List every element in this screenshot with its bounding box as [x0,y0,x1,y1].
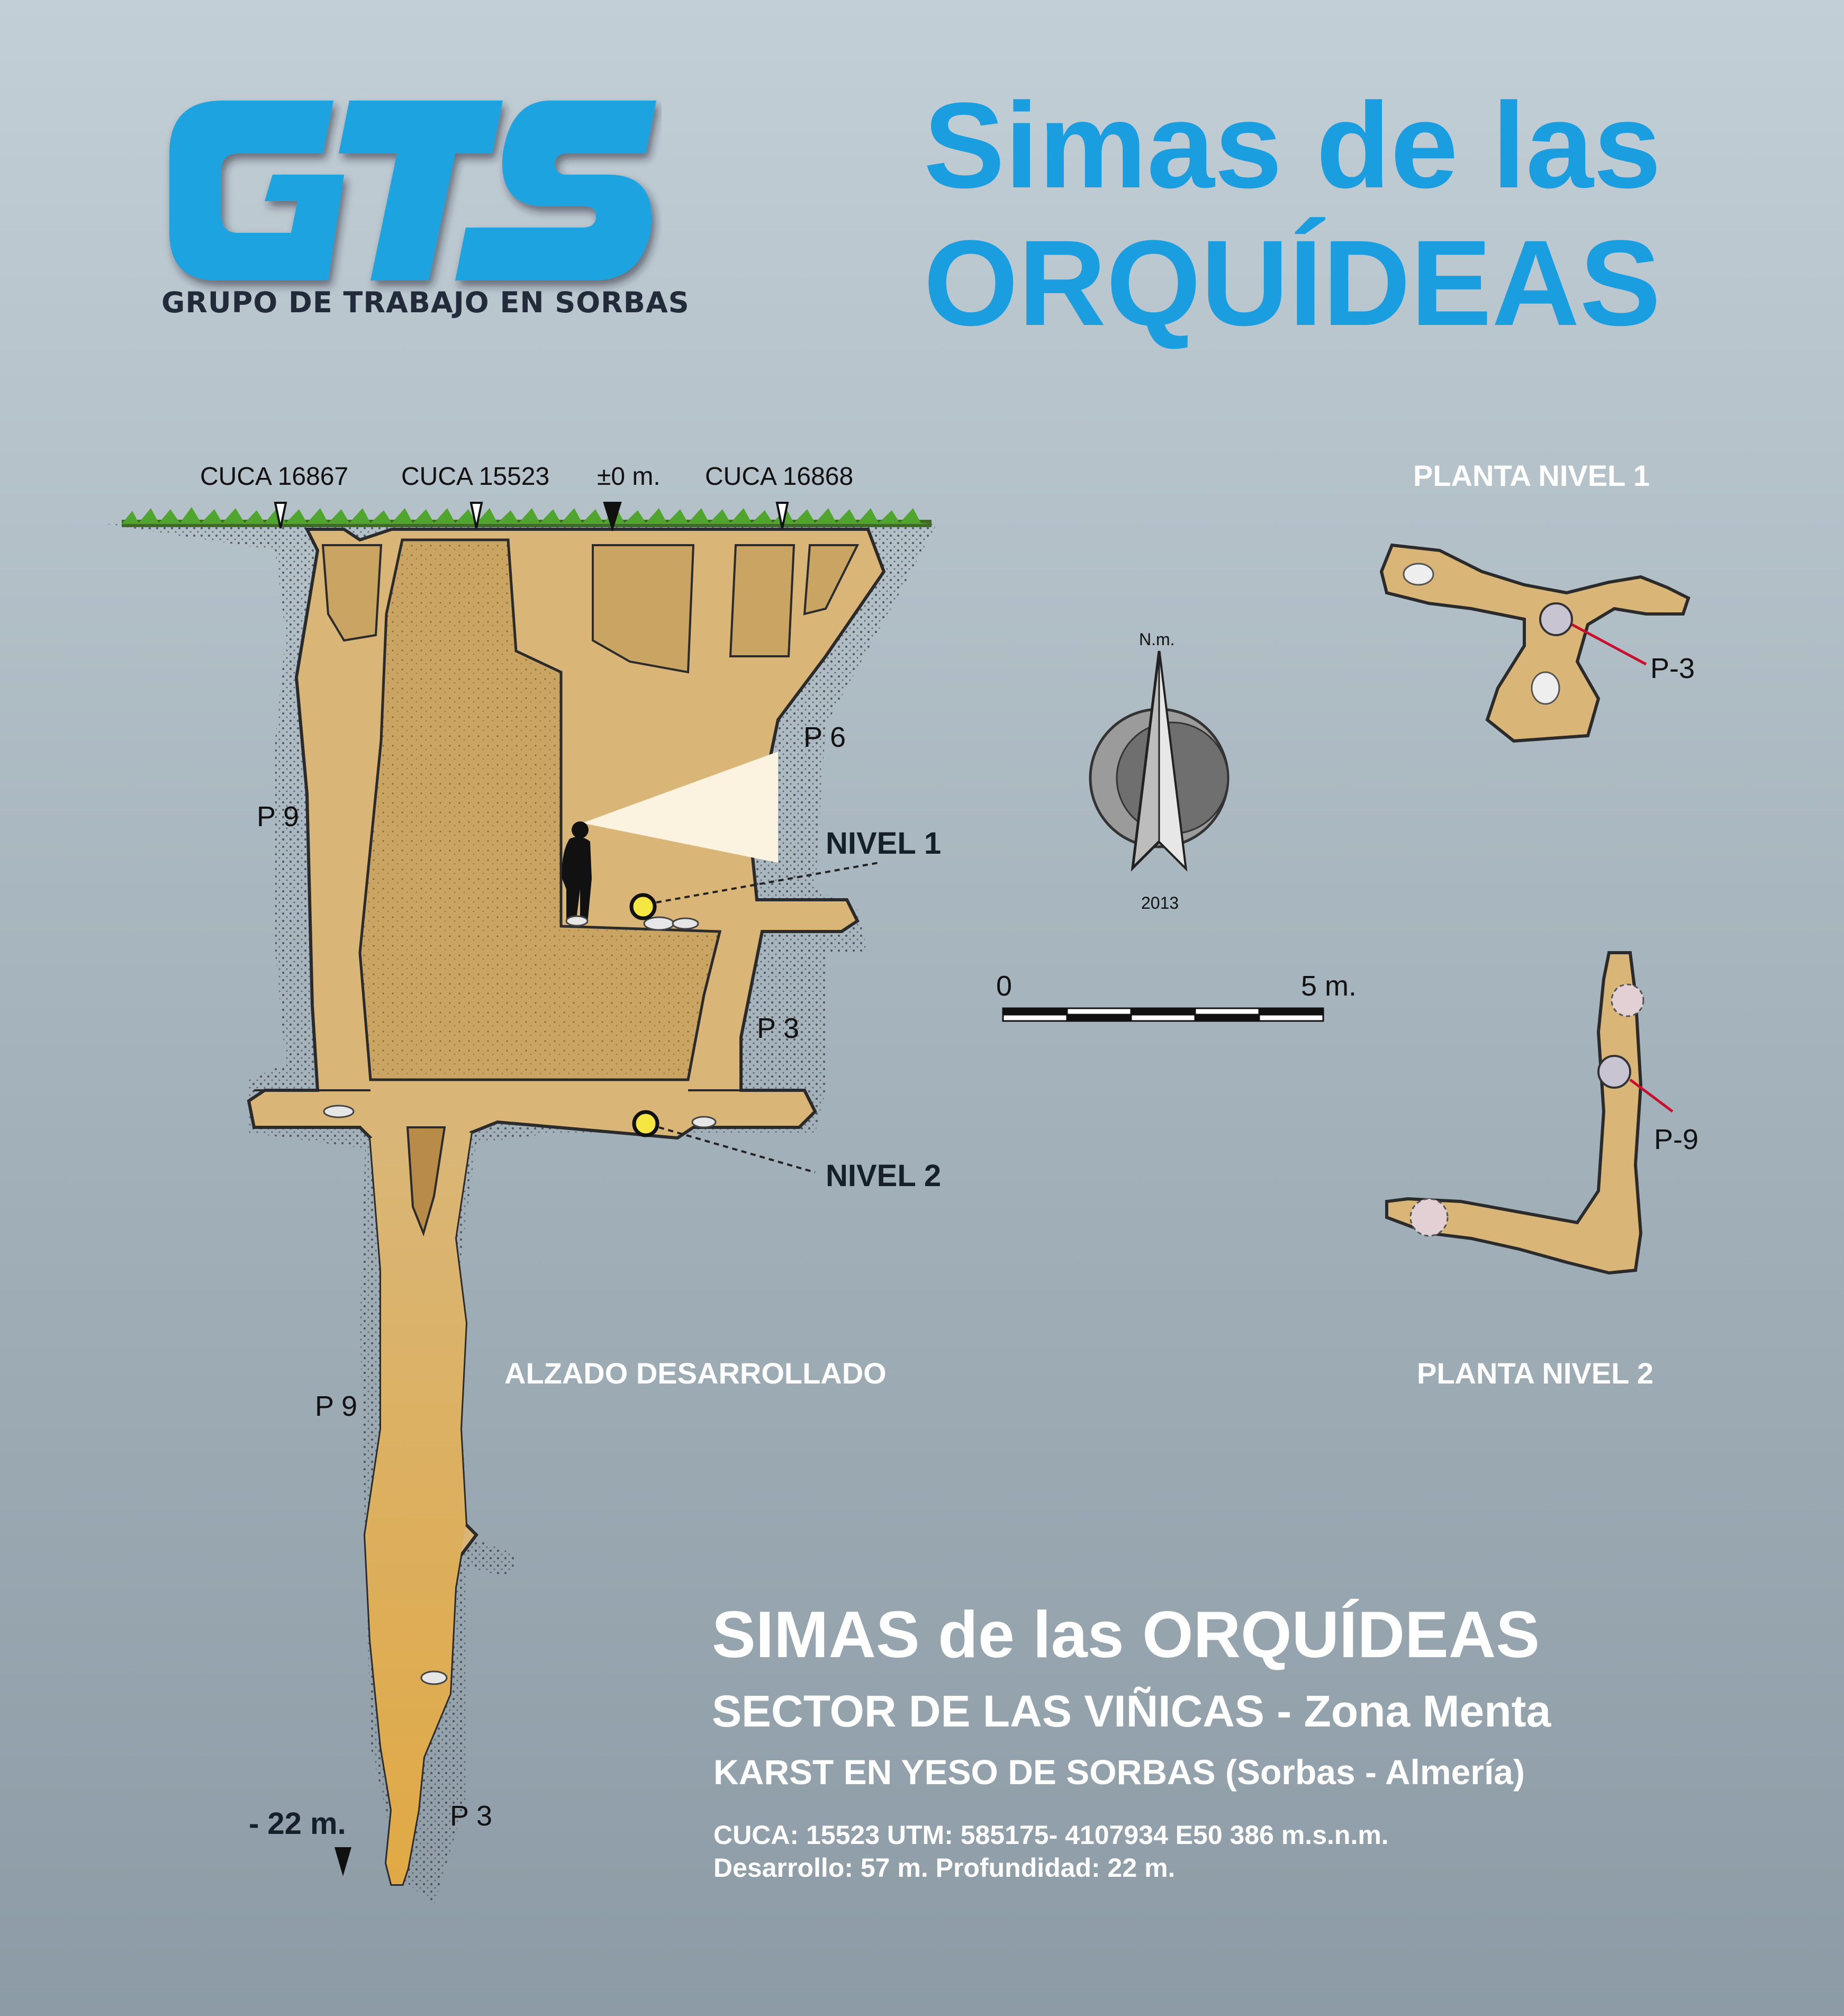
marker-zero-datum: ±0 m. [597,463,661,491]
info-title: SIMAS de las ORQUÍDEAS [712,1598,1540,1671]
pitch-label-p6: P 6 [803,721,846,753]
plan-level-2-callout: P-9 [1654,1124,1699,1155]
level-2-label: NIVEL 2 [826,1159,942,1193]
depth-label: - 22 m. [249,1806,346,1841]
plan-level-1-title: PLANTA NIVEL 1 [1413,459,1650,492]
plan-level-2 [1387,953,1673,1273]
pitch-label-p3-bottom: P 3 [450,1800,493,1832]
info-sector: SECTOR DE LAS VIÑICAS - Zona Menta [712,1686,1551,1736]
grass [122,507,932,524]
page-title-line1: Simas de las [924,77,1661,213]
pitch-label-p3-mid: P 3 [757,1012,800,1044]
compass-north-label: N.m. [1139,630,1175,649]
logo-subtitle: GRUPO DE TRABAJO EN SORBAS [161,286,690,319]
scale-bar [1003,1008,1323,1021]
scale-end-label: 5 m. [1301,970,1357,1002]
page-title-line2: ORQUÍDEAS [924,215,1661,351]
scale-start-label: 0 [996,970,1013,1002]
marker-cuca-15523: CUCA 15523 [401,463,550,491]
pitch-label-p9-upper: P 9 [257,801,300,833]
depth-arrow-icon [335,1847,351,1876]
marker-cuca-16868: CUCA 16868 [705,463,854,491]
compass-year-label: 2013 [1141,893,1179,912]
plan-level-1-callout: P-3 [1650,653,1695,684]
level-1-label: NIVEL 1 [826,826,942,861]
pitch-label-p9-lower: P 9 [315,1390,358,1422]
north-arrow-icon [1090,651,1228,868]
marker-cuca-16867: CUCA 16867 [200,463,349,491]
plan-level-2-title: PLANTA NIVEL 2 [1417,1357,1654,1390]
info-karst: KARST EN YESO DE SORBAS (Sorbas - Almería) [713,1752,1525,1792]
plan-level-1 [1381,545,1688,741]
upper-block-2 [730,545,794,656]
info-cuca: CUCA: 15523 UTM: 585175- 4107934 E50 386 m.s.n.m. [713,1820,1389,1850]
info-desarrollo: Desarrollo: 57 m. Profundidad: 22 m. [713,1853,1176,1883]
section-caption: ALZADO DESARROLLADO [504,1357,887,1390]
